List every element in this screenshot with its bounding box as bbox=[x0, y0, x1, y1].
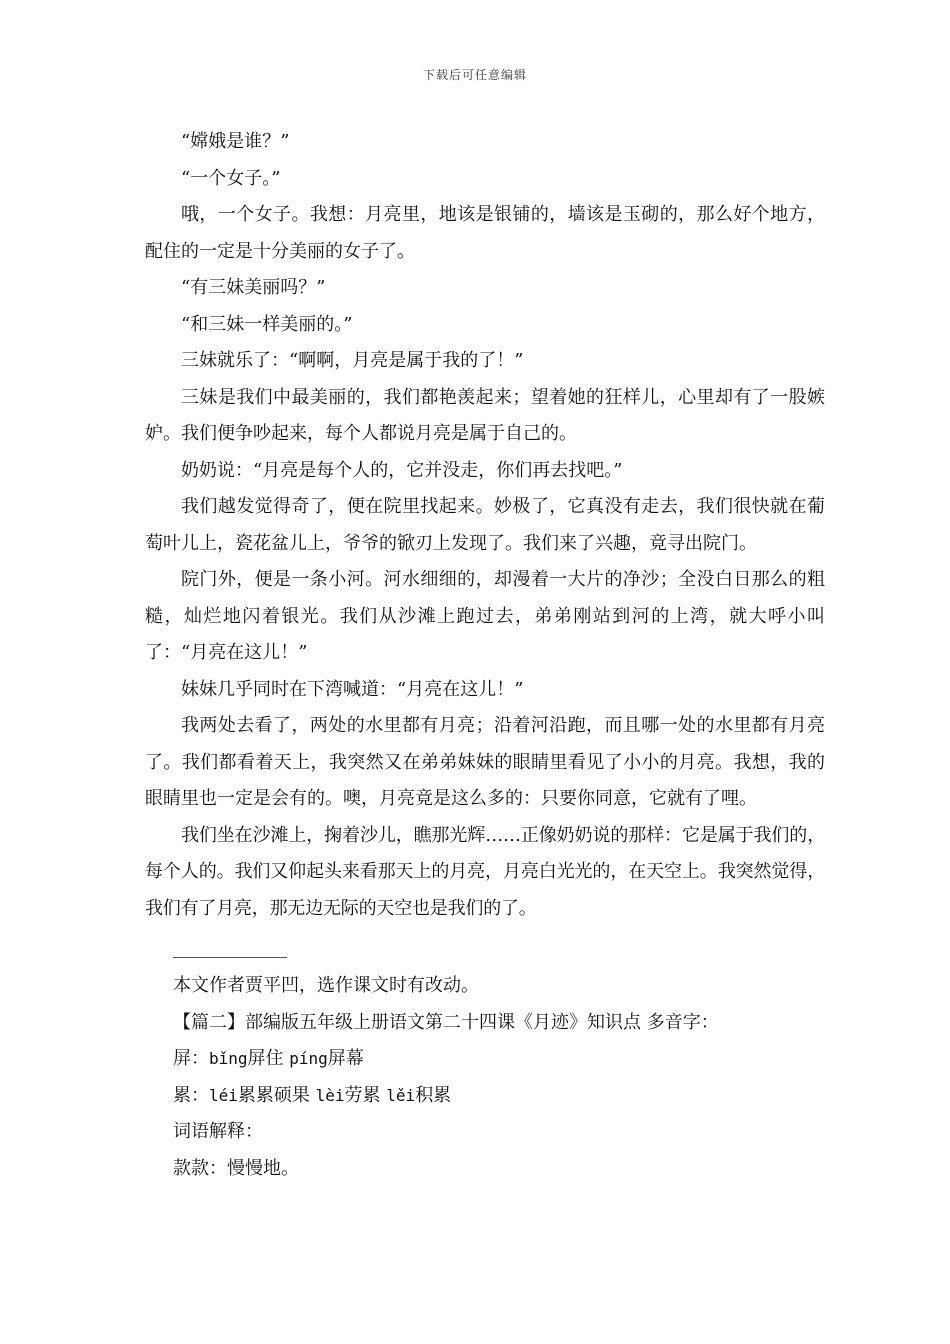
paragraph-12: 我两处去看了，两处的水里都有月亮；沿着河沿跑，而且哪一处的水里都有月亮了。我们都看着天上，我突然又在弟弟妹妹的眼睛里看见了小小的月亮。我想，我的眼睛里也一定是会有的。噢，月亮竟是这么多的：只要你同意，它就有了哩。 bbox=[145, 715, 825, 809]
paragraph-2: “一个女子。” bbox=[181, 167, 281, 189]
example-word: 屏住 bbox=[247, 1048, 284, 1069]
paragraph-5: “和三妹一样美丽的。” bbox=[181, 313, 353, 335]
example-word: 劳累 bbox=[344, 1084, 381, 1106]
polyphone-char: 累： bbox=[173, 1084, 209, 1106]
footnote-separator bbox=[173, 957, 287, 958]
example-word: 累累硕果 bbox=[237, 1084, 310, 1106]
vocab-item: 款款：慢慢地。 bbox=[173, 1157, 299, 1179]
paragraph-3: 哦，一个女子。我想：月亮里，地该是银铺的，墙该是玉砌的，那么好个地方，配住的一定是十分美丽的女子了。 bbox=[145, 204, 825, 262]
paragraph-6: 三妹就乐了：“啊啊，月亮是属于我的了！” bbox=[181, 350, 524, 371]
paragraph-4: “有三妹美丽吗？” bbox=[181, 277, 326, 298]
paragraph-11: 妹妹几乎同时在下湾喊道：“月亮在这儿！” bbox=[181, 678, 524, 700]
author-note: 本文作者贾平凹，选作课文时有改动。 bbox=[173, 975, 479, 996]
vocab-title: 词语解释： bbox=[173, 1121, 263, 1142]
pinyin: lěi bbox=[386, 1085, 416, 1105]
polyphone-char: 屏： bbox=[173, 1048, 209, 1069]
polyphone-line-2 bbox=[145, 1078, 825, 1115]
polyphone-line-1 bbox=[145, 1041, 825, 1078]
document-body bbox=[145, 124, 825, 1187]
page-header: 下载后可任意编辑 bbox=[422, 68, 527, 82]
pinyin: lèi bbox=[315, 1085, 345, 1105]
pinyin: bǐng bbox=[209, 1049, 248, 1068]
paragraph-13: 我们坐在沙滩上，掬着沙儿，瞧那光辉……正像奶奶说的那样：它是属于我们的，每个人的。我们又仰起头来看那天上的月亮，月亮白光光的，在天空上。我突然觉得，我们有了月亮，那无边无际的天空也是我们的了。 bbox=[145, 824, 825, 919]
pinyin: píng bbox=[289, 1049, 328, 1068]
example-word: 积累 bbox=[415, 1084, 452, 1106]
paragraph-10: 院门外，便是一条小河。河水细细的，却漫着一大片的净沙；全没白日那么的粗糙，灿烂地闪着银光。我们从沙滩上跑过去，弟弟刚站到河的上湾，就大呼小叫了：“月亮在这儿！” bbox=[145, 569, 825, 663]
section-title: 【篇二】部编版五年级上册语文第二十四课《月迹》知识点 多音字： bbox=[173, 1011, 719, 1033]
paragraph-1: “嫦娥是谁？” bbox=[181, 131, 290, 152]
pinyin: léi bbox=[209, 1085, 238, 1105]
example-word: 屏幕 bbox=[327, 1048, 364, 1069]
paragraph-8: 奶奶说：“月亮是每个人的，它并没走，你们再去找吧。” bbox=[181, 459, 623, 481]
paragraph-7: 三妹是我们中最美丽的，我们都艳羡起来；望着她的狂样儿，心里却有了一股嫉妒。我们便争吵起来，每个人都说月亮是属于自己的。 bbox=[145, 386, 825, 444]
paragraph-9: 我们越发觉得奇了，便在院里找起来。妙极了，它真没有走去，我们很快就在葡萄叶儿上，瓷花盆儿上，爷爷的锨刃上发现了。我们来了兴趣，竟寻出院门。 bbox=[145, 496, 825, 554]
